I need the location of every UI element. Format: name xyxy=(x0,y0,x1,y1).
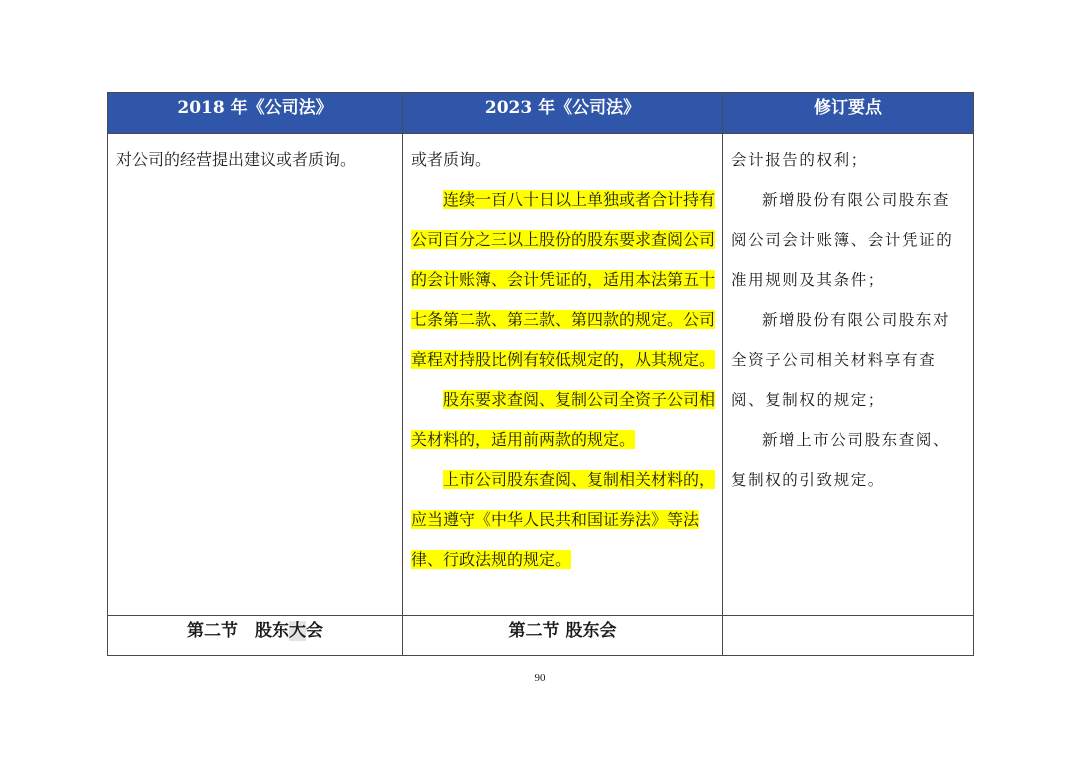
cell-2023 xyxy=(403,134,723,616)
header-2018: 2018 年《公司法》 xyxy=(108,93,403,134)
revision-lead: 会计报告的权利； xyxy=(731,151,868,169)
header-2023: 2023 年《公司法》 xyxy=(403,93,723,134)
revision-point-3: 新增上市公司股东查阅、复制权的引致规定。 xyxy=(731,431,951,489)
text-2023-lead: 或者质询。 xyxy=(411,150,492,169)
revision-point-2: 新增股份有限公司股东对全资子公司相关材料享有查阅、复制权的规定； xyxy=(731,311,951,409)
header-revision-points: 修订要点 xyxy=(723,93,974,134)
header-row xyxy=(108,93,974,134)
highlighted-paragraph-1: 连续一百八十日以上单独或者合计持有公司百分之三以上股份的股东要求查阅公司的会计账簿、会计凭证的，适用本法第五十七条第二款、第三款、第四款的规定。公司章程对持股比例有较低规定的，从其规定。 xyxy=(411,190,716,369)
comparison-table xyxy=(107,92,974,656)
highlighted-paragraph-3: 上市公司股东查阅、复制相关材料的，应当遵守《中华人民共和国证券法》等法律、行政法规的规定。 xyxy=(411,470,716,569)
revision-point-1: 新增股份有限公司股东查阅公司会计账簿、会计凭证的准用规则及其条件； xyxy=(731,191,954,289)
cell-2018 xyxy=(108,134,403,616)
section-row xyxy=(108,616,974,656)
content-row xyxy=(108,134,974,616)
section-title-2018: 第二节 股东大会 xyxy=(108,616,403,656)
section-title-2023: 第二节 股东会 xyxy=(403,616,723,656)
page-number: 90 xyxy=(534,672,546,684)
highlighted-paragraph-2: 股东要求查阅、复制公司全资子公司相关材料的，适用前两款的规定。 xyxy=(411,390,716,449)
cell-revision-points xyxy=(723,134,974,616)
text-2018: 对公司的经营提出建议或者质询。 xyxy=(116,150,357,169)
section-revision-empty xyxy=(723,616,974,656)
